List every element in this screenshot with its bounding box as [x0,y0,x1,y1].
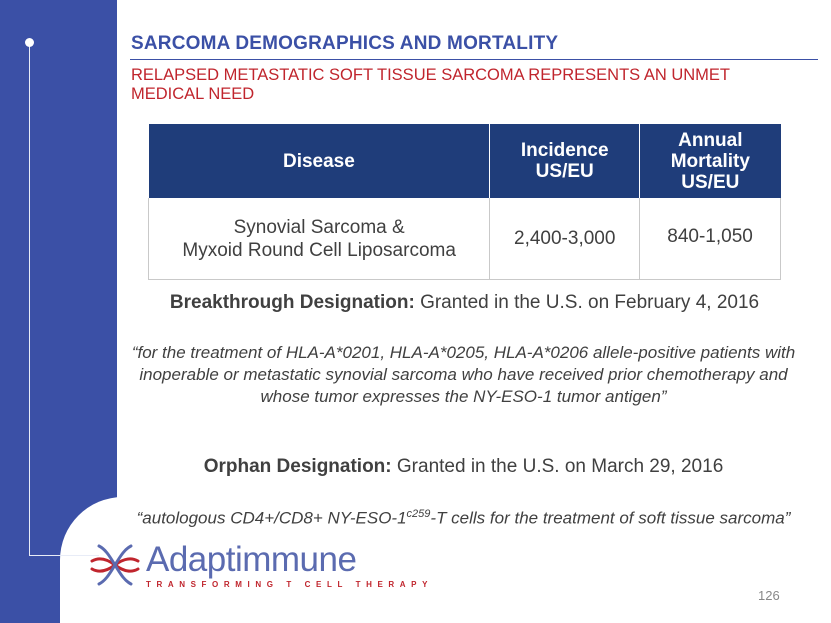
logo-tagline: TRANSFORMING T CELL THERAPY [146,580,434,589]
breakthrough-designation [148,292,781,314]
header-incidence: Incidence US/EU [490,124,640,198]
breakthrough-label: Breakthrough Designation: [169,292,415,313]
slide-subtitle: RELAPSED METASTATIC SOFT TISSUE SARCOMA REPRESENTS AN UNMET MEDICAL NEED [131,66,730,103]
orphan-label: Orphan Designation: [203,456,392,477]
header-mortality: Annual Mortality US/EU [640,124,781,198]
slide-title: SARCOMA DEMOGRAPHICS AND MORTALITY [131,33,559,54]
logo-wordmark: Adaptimmune [146,540,357,579]
cell-mortality: 840-1,050 [640,198,781,280]
table-row [149,198,781,280]
breakthrough-quote: “for the treatment of HLA-A*0201, HLA-A*0205, HLA-A*0206 allele-positive patients with inoperable or metastatic synovial sarcoma who have received prior chemotherapy and whose tumor expresses the NY-ESO-1 tumor antigen” [131,343,796,406]
table-header-row [149,124,781,198]
header-disease: Disease [149,124,490,198]
cell-disease: Synovial Sarcoma & Myxoid Round Cell Liposarcoma [149,198,490,280]
orphan-text: Granted in the U.S. on March 29, 2016 [391,456,724,477]
title-underline [130,59,818,60]
sidebar-dot [25,38,34,47]
page-number: 126 [758,588,780,603]
cell-incidence: 2,400-3,000 [490,198,640,280]
adaptimmune-logo-icon [89,541,141,589]
orphan-quote: “autologous $CD4+/CD8+ NY-ESO-1^{c259}-T$ cells for the treatment of soft tissue sarcoma” [136,508,791,528]
breakthrough-text: Granted in the U.S. on February 4, 2016 [414,292,760,313]
sidebar-vertical-line [29,45,30,555]
orphan-designation [131,456,796,478]
disease-table [148,124,781,280]
